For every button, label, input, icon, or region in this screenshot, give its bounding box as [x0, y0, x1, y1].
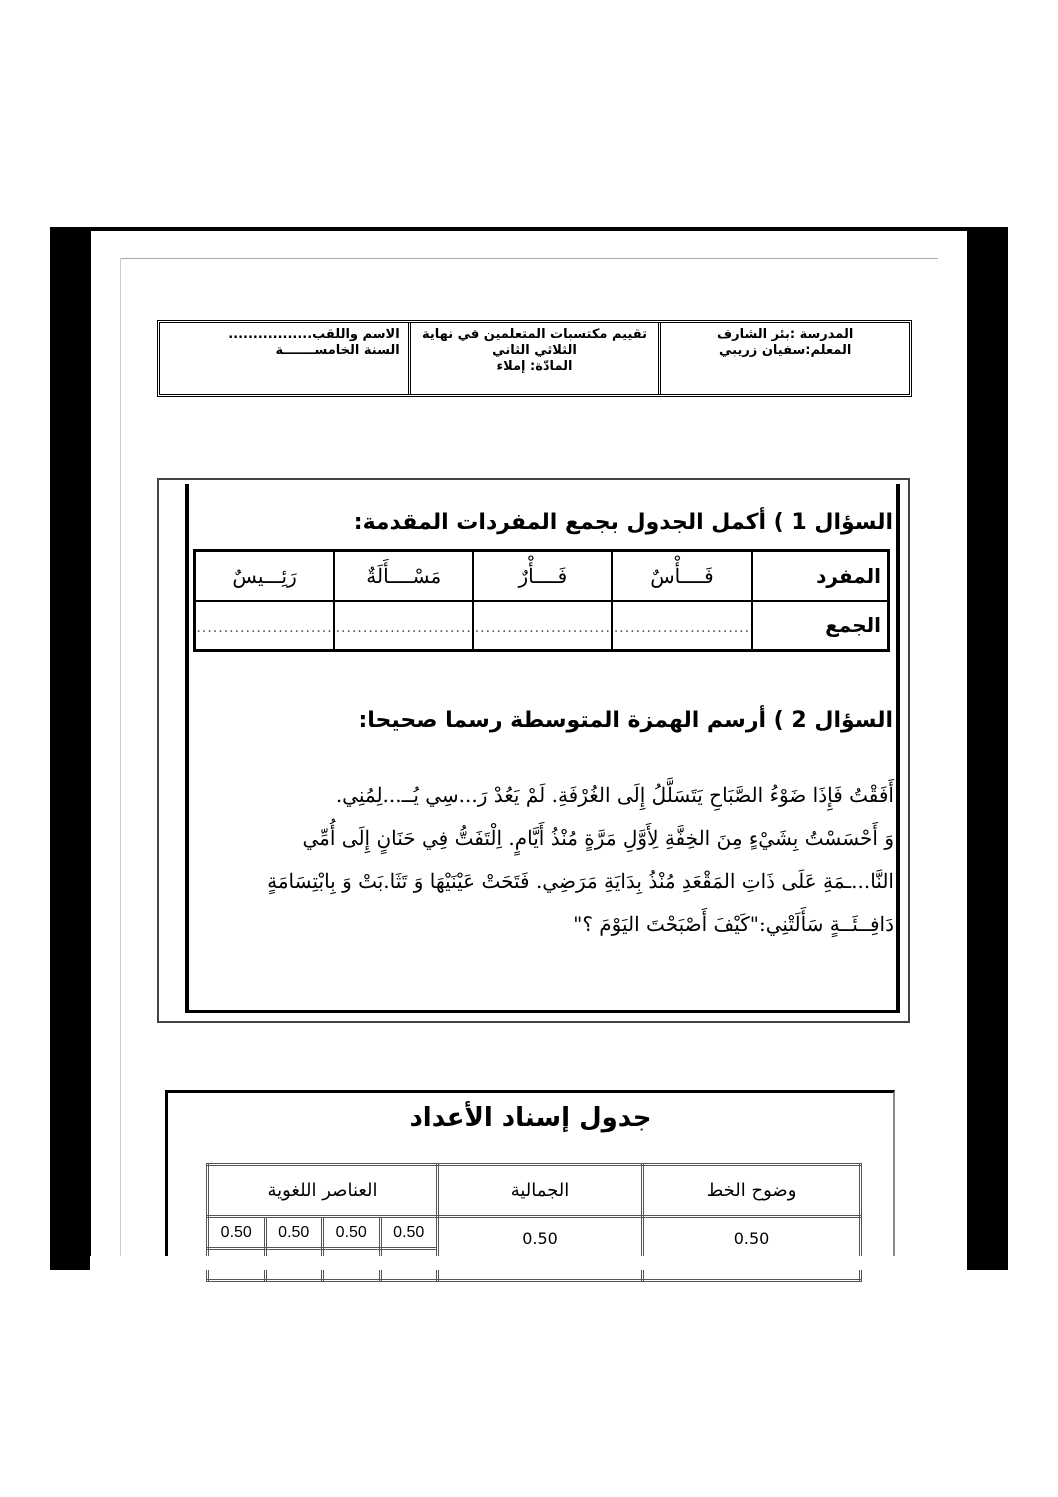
student-name-field[interactable]: الاسم واللقب................. [228, 327, 400, 342]
header-table [157, 320, 912, 397]
right-black-border [967, 227, 1008, 1270]
plural-blank[interactable]: ......................... [613, 620, 751, 637]
passage-line: أَفَقْتُ فَإِذَا ضَوْءُ الصَّبَاحِ يَتَسَلَّلُ إِلَى الغُرْفَةِ. لَمْ يَعُدْ رَ...سِي يُــ...لِمُنِي. [335, 783, 894, 807]
plural-table [193, 549, 890, 652]
grading-box [165, 1090, 895, 1260]
plural-blank[interactable]: ......................... [335, 620, 472, 637]
school-cell [658, 323, 909, 394]
aesthetics-score: 0.50 [438, 1217, 643, 1281]
singular-word: رَئِـــيسٌ [195, 551, 335, 601]
plural-blank[interactable]: ......................... [474, 620, 611, 637]
teacher-name: المعلم:سفيان زريبي [718, 343, 852, 358]
passage-line: دَافِــئَــةٍ سَأَلَتْنِي:"كَيْفَ أَصْبَحْتَ اليَوْمَ ؟" [573, 912, 894, 936]
left-black-border [50, 227, 91, 1270]
aesthetics-header: الجمالية [438, 1165, 643, 1217]
image-crop-edge [90, 1256, 967, 1270]
passage-line: النَّا...ـمَةِ عَلَى ذَاتِ المَقْعَدِ مُنْذُ بِدَايَةِ مَرَضِي. فَتَحَتْ عَيْنَيْهَا وَ تَثَا.بَتْ وَ بِابْتِسَامَةٍ [267, 869, 894, 893]
page-margin-line-left [120, 258, 121, 1258]
title-cell [408, 323, 659, 394]
student-cell [160, 323, 408, 394]
dictation-passage [192, 774, 894, 946]
exam-title: تقييم مكتسبات المتعلمين في نهاية [421, 327, 648, 342]
singular-label: المفرد [752, 551, 889, 601]
sheet-top-edge [90, 227, 967, 231]
clarity-score: 0.50 [643, 1217, 861, 1281]
language-score: 0.50 [323, 1217, 381, 1249]
language-header: العناصر اللغوية [208, 1165, 438, 1217]
grading-title: جدول إسناد الأعداد [409, 1103, 652, 1133]
plural-label: الجمع [752, 601, 889, 651]
plural-blank[interactable]: ......................... [196, 620, 333, 637]
exam-term: الثلاثي الثاني [492, 343, 577, 358]
student-grade: السنة الخامســـــــة [275, 343, 400, 358]
language-score: 0.50 [208, 1217, 266, 1249]
singular-word: فَــــأْرٌ [473, 551, 612, 601]
language-score: 0.50 [265, 1217, 323, 1249]
language-score: 0.50 [380, 1217, 438, 1249]
exam-subject: المادّة: إملاء [496, 359, 573, 374]
clarity-header: وضوح الخط [643, 1165, 861, 1217]
page-margin-line [120, 258, 938, 259]
singular-word: مَسْــــأَلَةٌ [334, 551, 473, 601]
passage-line: وَ أَحْسَسْتُ بِشَيْءٍ مِنَ الخِفَّةِ لِأَوَّلِ مَرَّةٍ مُنْذُ أَيَّامٍ. اِلْتَفَتُّ فِي حَنَانٍ إِلَى أُمِّي [302, 826, 894, 850]
question-1-title: السؤال 1 ) أكمل الجدول بجمع المفردات المقدمة: [353, 510, 893, 535]
singular-word: فَــــأْسٌ [612, 551, 751, 601]
school-name: المدرسة :بئر الشارف [717, 327, 854, 342]
question-2-title: السؤال 2 ) أرسم الهمزة المتوسطة رسما صحيحا: [358, 708, 893, 733]
